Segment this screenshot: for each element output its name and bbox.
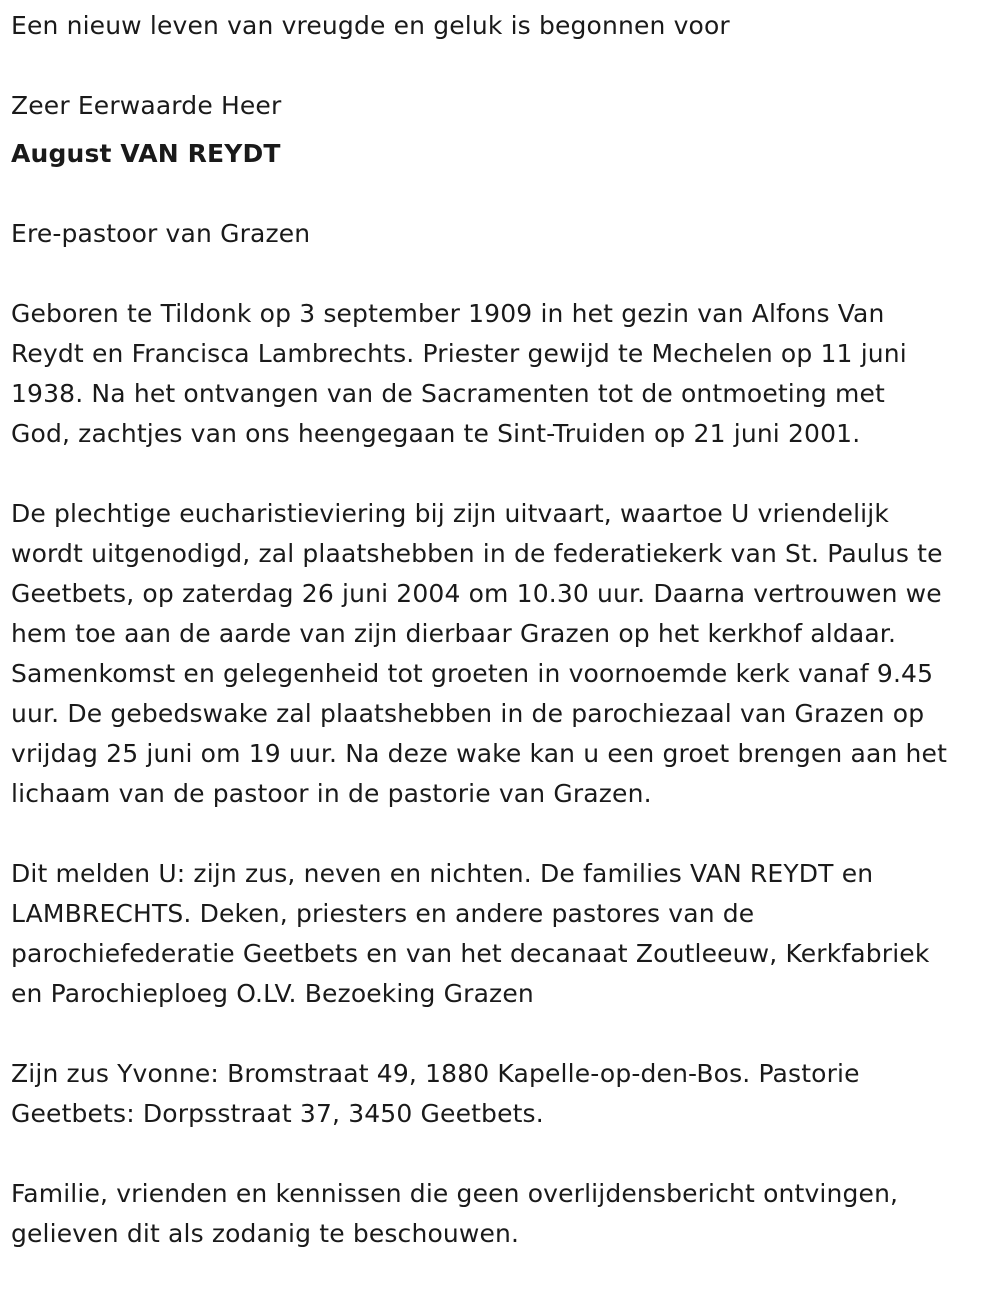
role-paragraph — [11, 214, 996, 254]
text-line: God, zachtjes van ons heengegaan te Sint-Truiden op 21 juni 2001. — [11, 419, 861, 448]
intro-paragraph — [11, 6, 996, 46]
text-line: hem toe aan de aarde van zijn dierbaar Grazen op het kerkhof aldaar. — [11, 619, 897, 648]
text-line: Zijn zus Yvonne: Bromstraat 49, 1880 Kapelle-op-den-Bos. Pastorie — [11, 1059, 860, 1088]
closing-paragraph — [11, 1174, 996, 1254]
text-line: De plechtige eucharistieviering bij zijn uitvaart, waartoe U vriendelijk — [11, 499, 889, 528]
text-line: Geetbets, op zaterdag 26 juni 2004 om 10.30 uur. Daarna vertrouwen we — [11, 579, 942, 608]
name-paragraph — [11, 134, 996, 174]
text-line: Familie, vrienden en kennissen die geen overlijdensbericht ontvingen, — [11, 1179, 899, 1208]
text-line: vrijdag 25 juni om 19 uur. Na deze wake kan u een groet brengen aan het — [11, 739, 948, 768]
text-line: Samenkomst en gelegenheid tot groeten in voornoemde kerk vanaf 9.45 — [11, 659, 934, 688]
text-line: en Parochieploeg O.LV. Bezoeking Grazen — [11, 979, 534, 1008]
text-line: parochiefederatie Geetbets en van het decanaat Zoutleeuw, Kerkfabriek — [11, 939, 930, 968]
address-paragraph — [11, 1054, 996, 1134]
text-line: wordt uitgenodigd, zal plaatshebben in de federatiekerk van St. Paulus te — [11, 539, 943, 568]
birth-paragraph — [11, 294, 996, 454]
text-line: lichaam van de pastoor in de pastorie van Grazen. — [11, 779, 652, 808]
deceased-role: Ere-pastoor van Grazen — [11, 219, 311, 248]
obituary-document — [11, 6, 996, 1294]
family-paragraph — [11, 854, 996, 1014]
text-line: uur. De gebedswake zal plaatshebben in de parochiezaal van Grazen op — [11, 699, 925, 728]
text-line: Geetbets: Dorpsstraat 37, 3450 Geetbets. — [11, 1099, 544, 1128]
title-prefix: Zeer Eerwaarde Heer — [11, 91, 282, 120]
text-line: Dit melden U: zijn zus, neven en nichten. De families VAN REYDT en — [11, 859, 874, 888]
text-line: Geboren te Tildonk op 3 september 1909 in het gezin van Alfons Van — [11, 299, 885, 328]
text-line: Reydt en Francisca Lambrechts. Priester gewijd te Mechelen op 11 juni — [11, 339, 907, 368]
text-line: LAMBRECHTS. Deken, priesters en andere pastores van de — [11, 899, 755, 928]
ceremony-paragraph — [11, 494, 996, 814]
title-paragraph — [11, 86, 996, 126]
intro-text: Een nieuw leven van vreugde en geluk is begonnen voor — [11, 11, 730, 40]
deceased-name: August VAN REYDT — [11, 139, 281, 168]
text-line: gelieven dit als zodanig te beschouwen. — [11, 1219, 520, 1248]
text-line: 1938. Na het ontvangen van de Sacramenten tot de ontmoeting met — [11, 379, 886, 408]
